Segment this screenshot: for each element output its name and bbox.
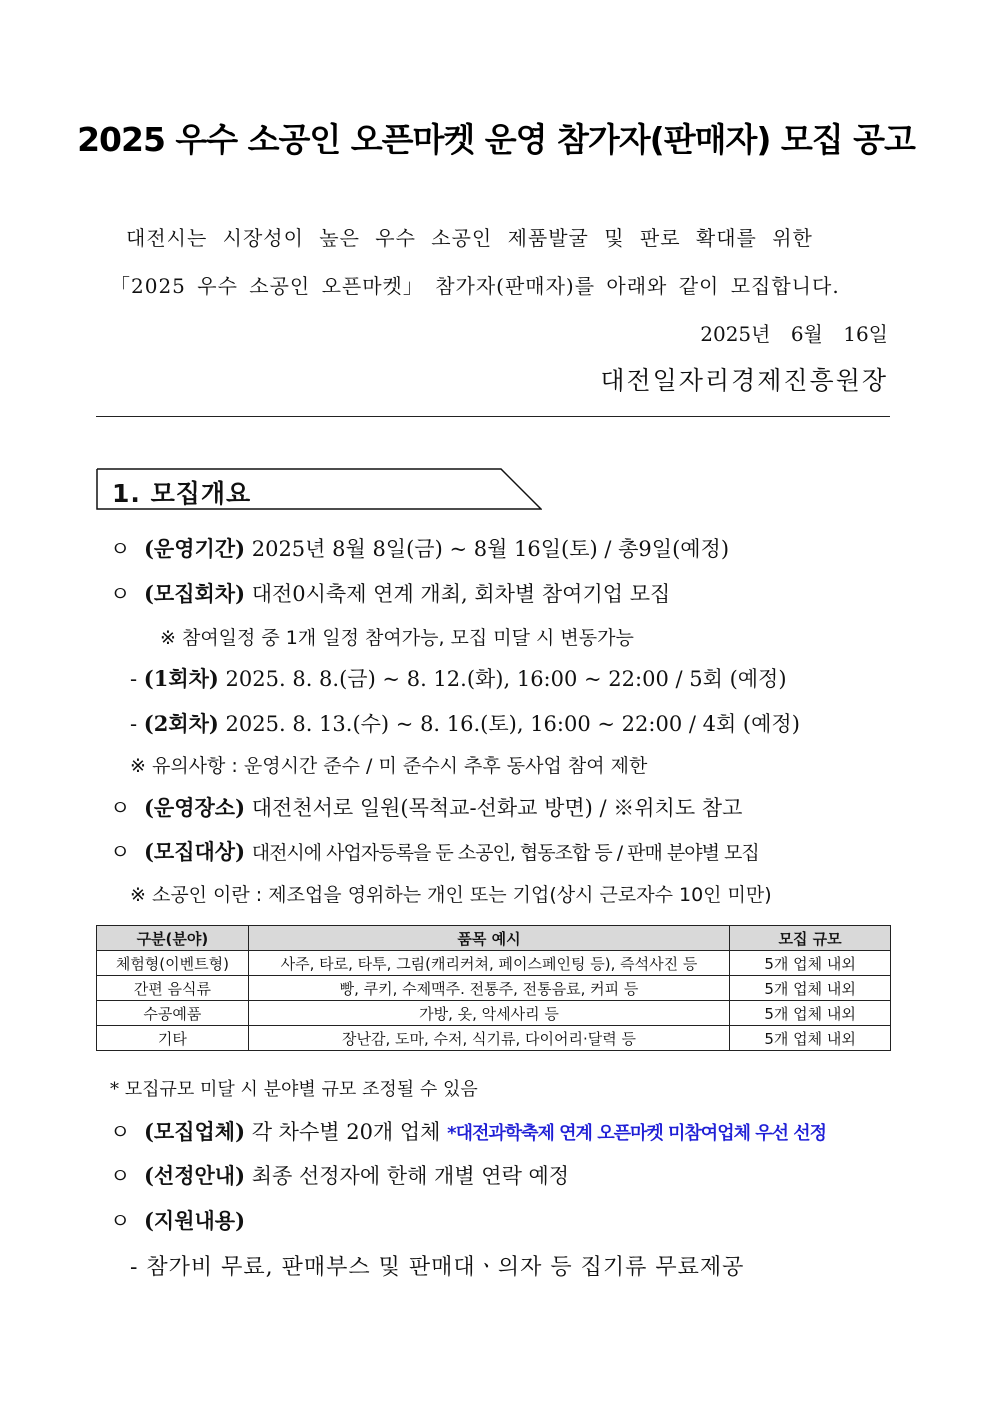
priority-highlight: *대전과학축제 연계 오픈마켓 미참여업체 우선 선정 [447,1123,827,1144]
period-text: 2025년 8월 8일(금) ~ 8월 16일(토) / 총9일(예정) [251,537,730,561]
period-key: (운영기간) [144,536,246,561]
support-key: (지원내용) [144,1208,246,1233]
round-2-line [130,708,800,738]
table-row [97,951,891,976]
intro-line-1: 대전시는 시장성이 높은 우수 소공인 제품발굴 및 판로 확대를 위한 [126,226,813,250]
rounds-key: (모집회차) [144,581,246,606]
venue-line [110,792,742,822]
table-cell: 사주, 타로, 타투, 그림(캐리커쳐, 페이스페인팅 등), 즉석사진 등 [248,951,729,976]
table-cell: 가방, 옷, 악세사리 등 [248,1001,729,1026]
table-row [97,976,891,1001]
dash: - [130,712,138,736]
table-header: 모집 규모 [730,926,891,951]
companies-text: 각 차수별 20개 업체 [251,1120,441,1144]
table-row [97,1001,891,1026]
selection-line [110,1160,569,1190]
table-cell: 빵, 쿠키, 수제맥주. 전통주, 전통음료, 커피 등 [248,976,729,1001]
target-text: 대전시에 사업자등록을 둔 소공인, 협동조합 등 / 판매 분야별 모집 [251,842,759,864]
table-cell: 5개 업체 내외 [730,1001,891,1026]
target-note: ※ 소공인 이란 : 제조업을 영위하는 개인 또는 기업(상시 근로자수 10인 미만) [130,884,772,906]
rounds-note: ※ 참여일정 중 1개 일정 참여가능, 모집 미달 시 변동가능 [160,627,634,649]
round-2-key: (2회차) [143,711,219,736]
rounds-line [110,578,670,608]
table-cell: 간편 음식류 [97,976,249,1001]
selection-text: 최종 선정자에 한해 개별 연락 예정 [251,1164,570,1188]
target-line [110,836,759,866]
bullet: ㅇ [110,796,131,820]
bullet: ㅇ [110,582,131,606]
bullet: ㅇ [110,537,131,561]
table-header: 품목 예시 [248,926,729,951]
page-title: 2025 우수 소공인 오픈마켓 운영 참가자(판매자) 모집 공고 [77,120,915,159]
table-cell: 기타 [97,1026,249,1051]
round-1-key: (1회차) [143,666,219,691]
rounds-text: 대전0시축제 연계 개최, 회차별 참여기업 모집 [251,582,671,606]
selection-key: (선정안내) [144,1163,246,1188]
target-key: (모집대상) [144,839,246,864]
round-2-text: 2025. 8. 13.(수) ~ 8. 16.(토), 16:00 ~ 22:00 / 4회 (예정) [225,712,800,736]
table-cell: 체험형(이벤트형) [97,951,249,976]
bullet: ㅇ [110,1120,131,1144]
table-cell: 5개 업체 내외 [730,1026,891,1051]
table-note: * 모집규모 미달 시 분야별 규모 조정될 수 있음 [110,1079,478,1100]
table-cell: 장난감, 도마, 수저, 식기류, 다이어리·달력 등 [248,1026,729,1051]
round-1-text: 2025. 8. 8.(금) ~ 8. 12.(화), 16:00 ~ 22:00 / 5회 (예정) [225,667,787,691]
period-line [110,533,729,563]
table-header-row [97,926,891,951]
table-row [97,1026,891,1051]
items-table [96,925,891,1051]
companies-key: (모집업체) [144,1119,246,1144]
venue-key: (운영장소) [144,795,246,820]
divider [96,416,890,417]
support-item: - 참가비 무료, 판매부스 및 판매대ㆍ의자 등 집기류 무료제공 [130,1255,745,1280]
dash: - [130,667,138,691]
support-line [110,1205,245,1235]
table-cell: 수공예품 [97,1001,249,1026]
bullet: ㅇ [110,840,131,864]
section-title: 1. 모집개요 [112,479,252,508]
issuer-name: 대전일자리경제진흥원장 [600,366,888,395]
venue-text: 대전천서로 일원(목척교-선화교 방면) / ※위치도 참고 [251,796,743,820]
bullet: ㅇ [110,1164,131,1188]
companies-line [110,1116,826,1146]
round-1-line [130,663,787,693]
caution-note: ※ 유의사항 : 운영시간 준수 / 미 준수시 추후 동사업 참여 제한 [130,755,648,777]
intro-line-2: 「2025 우수 소공인 오픈마켓」 참가자(판매자)를 아래와 같이 모집합니다. [110,274,840,298]
table-cell: 5개 업체 내외 [730,951,891,976]
notice-date: 2025년 6월 16일 [700,322,888,346]
bullet: ㅇ [110,1209,131,1233]
table-header: 구분(분야) [97,926,249,951]
table-cell: 5개 업체 내외 [730,976,891,1001]
